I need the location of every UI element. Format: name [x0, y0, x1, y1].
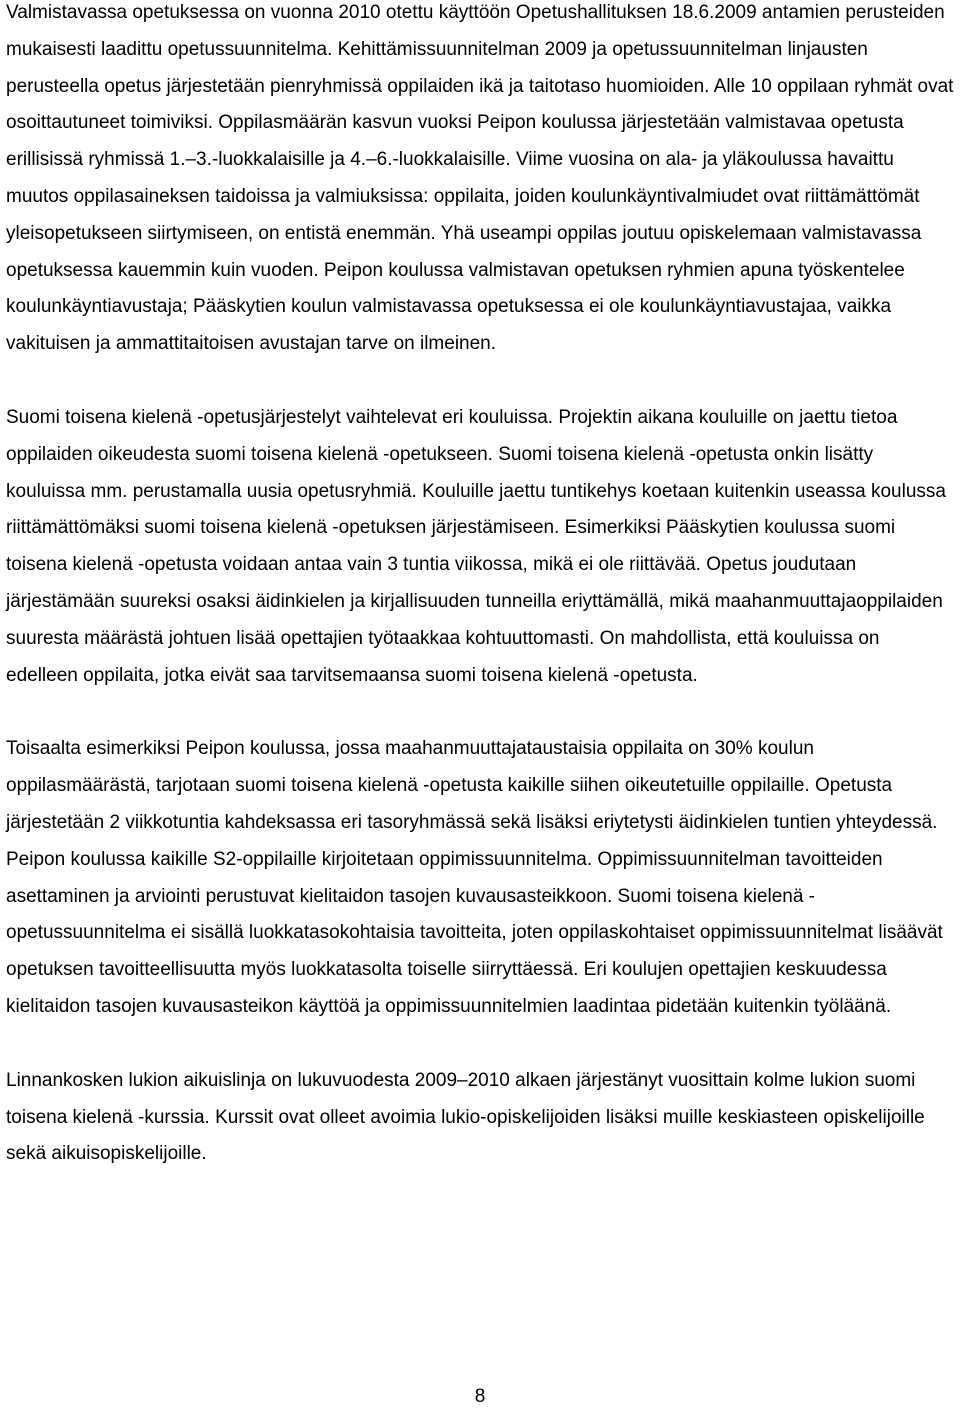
document-page — [6, 0, 954, 1173]
paragraph-valmistava-opetus: Valmistavassa opetuksessa on vuonna 2010 otettu käyttöön Opetushallituksen 18.6.2009 antamien perusteiden mukaisesti laadittu opetussuunnitelma. Kehittämissuunnitelman 2009 ja opetussuunnitelman linjausten perusteella opetus järjestetään pienryhmissä oppilaiden ikä ja taitotaso huomioiden. Alle 10 oppilaan ryhmät ovat osoittautuneet toimiviksi. Oppilasmäärän kasvun vuoksi Peipon koulussa järjestetään valmistavaa opetusta erillisissä ryhmissä 1.–3.-luokkalaisille ja 4.–6.-luokkalaisille. Viime vuosina on ala- ja yläkoulussa havaittu muutos oppilasaineksen taidoissa ja valmiuksissa: oppilaita, joiden koulunkäyntivalmiudet ovat riittämättömät yleisopetukseen siirtymiseen, on entistä enemmän. Yhä useampi oppilas joutuu opiskelemaan valmistavassa opetuksessa kauemmin kuin vuoden. Peipon koulussa valmistavan opetuksen ryhmien apuna työskentelee koulunkäyntiavustaja; Pääskytien koulun valmistavassa opetuksessa ei ole koulunkäyntiavustajaa, vaikka vakituisen ja ammattitaitoisen avustajan tarve on ilmeinen. — [6, 2, 954, 355]
paragraph-s2-opetusjarjestelyt: Suomi toisena kielenä -opetusjärjestelyt vaihtelevat eri kouluissa. Projektin aikana kouluille on jaettu tietoa oppilaiden oikeudesta suomi toisena kielenä -opetukseen. Suomi toisena kielenä -opetusta onkin lisätty kouluissa mm. perustamalla uusia opetusryhmiä. Kouluille jaettu tuntikehys koetaan kuitenkin useassa koulussa riittämättömäksi suomi toisena kielenä -opetuksen järjestämiseen. Esimerkiksi Pääskytien koulussa suomi toisena kielenä -opetusta voidaan antaa vain 3 tuntia viikossa, mikä ei ole riittävää. Opetus joudutaan järjestämään suureksi osaksi äidinkielen ja kirjallisuuden tunneilla eriyttämällä, mikä maahanmuuttajaoppilaiden suuresta määrästä johtuen lisää opettajien työtaakkaa kohtuuttomasti. On mahdollista, että kouluissa on edelleen oppilaita, jotka eivät saa tarvitsemaansa suomi toisena kielenä -opetusta. — [6, 406, 946, 686]
paragraph-linnankosken-lukio: Linnankosken lukion aikuislinja on lukuvuodesta 2009–2010 alkaen järjestänyt vuosittain kolme lukion suomi toisena kielenä -kurssia. Kurssit ovat olleet avoimia lukio-opiskelijoiden lisäksi muille keskiasteen opiskelijoille sekä aikuisopiskelijoille. — [6, 1069, 925, 1165]
paragraph-peipon-koulu-s2: Toisaalta esimerkiksi Peipon koulussa, jossa maahanmuuttajataustaisia oppilaita on 30% koulun oppilasmäärästä, tarjotaan suomi toisena kielenä -opetusta kaikille siihen oikeutetuille oppilaille. Opetusta järjestetään 2 viikkotuntia kahdeksassa eri tasoryhmässä sekä lisäksi eriytetysti äidinkielen tuntien yhteydessä. Peipon koulussa kaikille S2-oppilaille kirjoitetaan oppimissuunnitelma. Oppimissuunnitelman tavoitteiden asettaminen ja arviointi perustuvat kielitaidon tasojen kuvausasteikkoon. Suomi toisena kielenä -opetussuunnitelma ei sisällä luokkatasokohtaisia tavoitteita, joten oppilaskohtaiset oppimissuunnitelmat lisäävät opetuksen tavoitteellisuutta myös luokkatasolta toiselle siirryttäessä. Eri koulujen opettajien keskuudessa kielitaidon tasojen kuvausasteikon käyttöä ja oppimissuunnitelmien laadintaa pidetään kuitenkin työläänä. — [6, 738, 943, 1017]
page-number: 8 — [474, 1386, 486, 1407]
